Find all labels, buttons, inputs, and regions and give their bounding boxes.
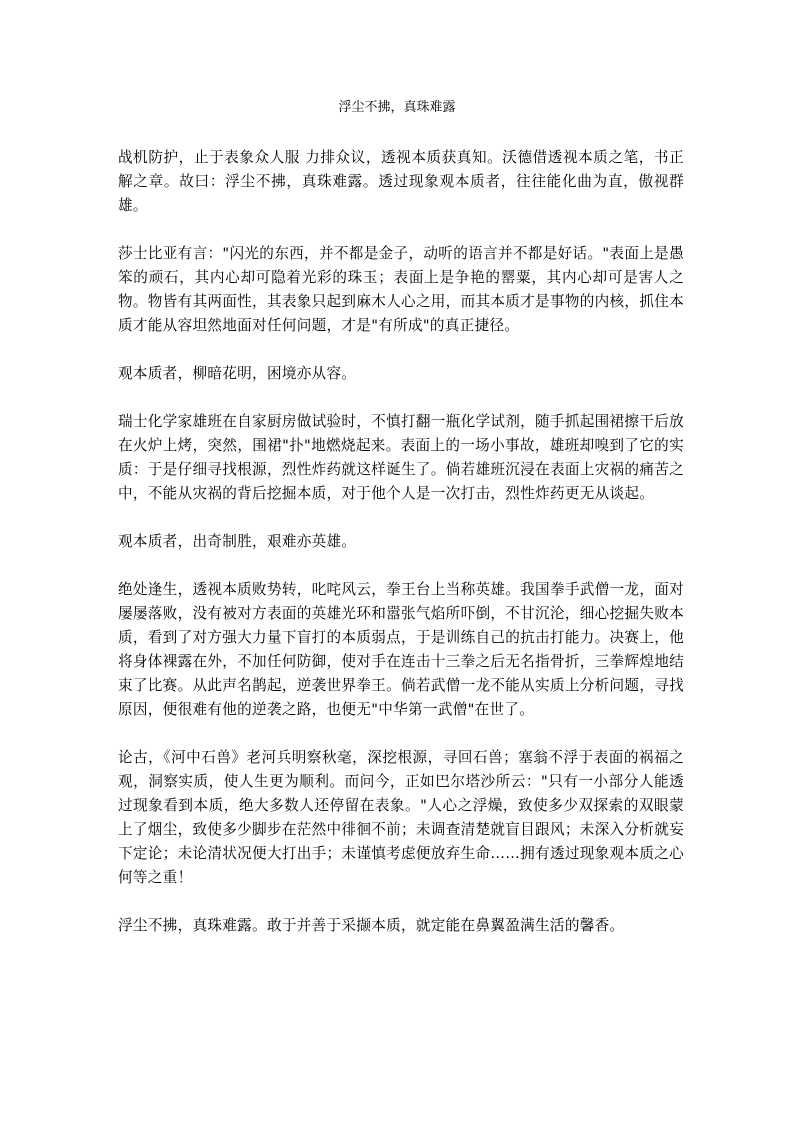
paragraph-2: 莎士比亚有言："闪光的东西，并不都是金子，动听的语言并不都是好话。"表面上是愚笨的顽石，其内心却可隐着光彩的珠玉；表面上是争艳的罂粟，其内心却可是害人之物。物皆有其两面性，其表象只起到麻木人心之用，而其本质才是事物的内核，抓住本质才能从容坦然地面对任何问题，才是"有所成"的真正捷径。 xyxy=(118,245,684,334)
document-title: 浮尘不拂，真珠难露 xyxy=(338,100,456,115)
paragraph-6: 绝处逢生，透视本质败势转，叱咤风云，拳王台上当称英雄。我国拳手武僧一龙，面对屡屡落败，没有被对方表面的英雄光环和嚣张气焰所吓倒，不甘沉沦，细心挖掘失败本质，看到了对方强大力量下盲打的本质弱点，于是训练自己的抗击打能力。决赛上，他将身体裸露在外，不加任何防御，使对手在连击十三拳之后无名指骨折，三拳辉煌地结束了比赛。从此声名鹊起，逆袭世界拳王。倘若武僧一龙不能从实质上分析问题，寻找原因，便很难有他的逆袭之路，也便无"中华第一武僧"在世了。 xyxy=(118,581,684,718)
paragraph-5: 观本质者，出奇制胜，艰难亦英雄。 xyxy=(118,533,357,550)
paragraph-1: 战机防护，止于表象众人服 力排众议，透视本质获真知。沃德借透视本质之笔，书正解之章。故曰：浮尘不拂，真珠难露。透过现象观本质者，往往能化曲为直，傲视群雄。 xyxy=(118,149,684,214)
paragraph-8: 浮尘不拂，真珠难露。敢于并善于采撷本质，就定能在鼻翼盈满生活的馨香。 xyxy=(118,917,625,934)
paragraph-7: 论古，《河中石兽》老河兵明察秋毫，深挖根源，寻回石兽；塞翁不浮于表面的祸福之观，洞察实质，使人生更为顺利。而问今，正如巴尔塔沙所云："只有一小部分人能透过现象看到本质，绝大多数人还停留在表象。"人心之浮燥，致使多少双探索的双眼蒙上了烟尘，致使多少脚步在茫然中徘徊不前；未调查清楚就盲目跟风；未深入分析就妄下定论；未论清状况便大打出手；未谨慎考虑便放弃生命……拥有透过现象观本质之心何等之重！ xyxy=(118,749,684,886)
paragraph-4: 瑞士化学家雄班在自家厨房做试验时，不慎打翻一瓶化学试剂，随手抓起围裙擦干后放在火炉上烤，突然，围裙"扑"地燃烧起来。表面上的一场小事故，雄班却嗅到了它的实质：于是仔细寻找根源，烈性炸药就这样诞生了。倘若雄班沉浸在表面上灾祸的痛苦之中，不能从灾祸的背后挖掘本质，对于他个人是一次打击，烈性炸药更无从谈起。 xyxy=(118,413,684,502)
document-body xyxy=(118,146,684,962)
paragraph-3: 观本质者，柳暗花明，困境亦从容。 xyxy=(118,365,357,382)
